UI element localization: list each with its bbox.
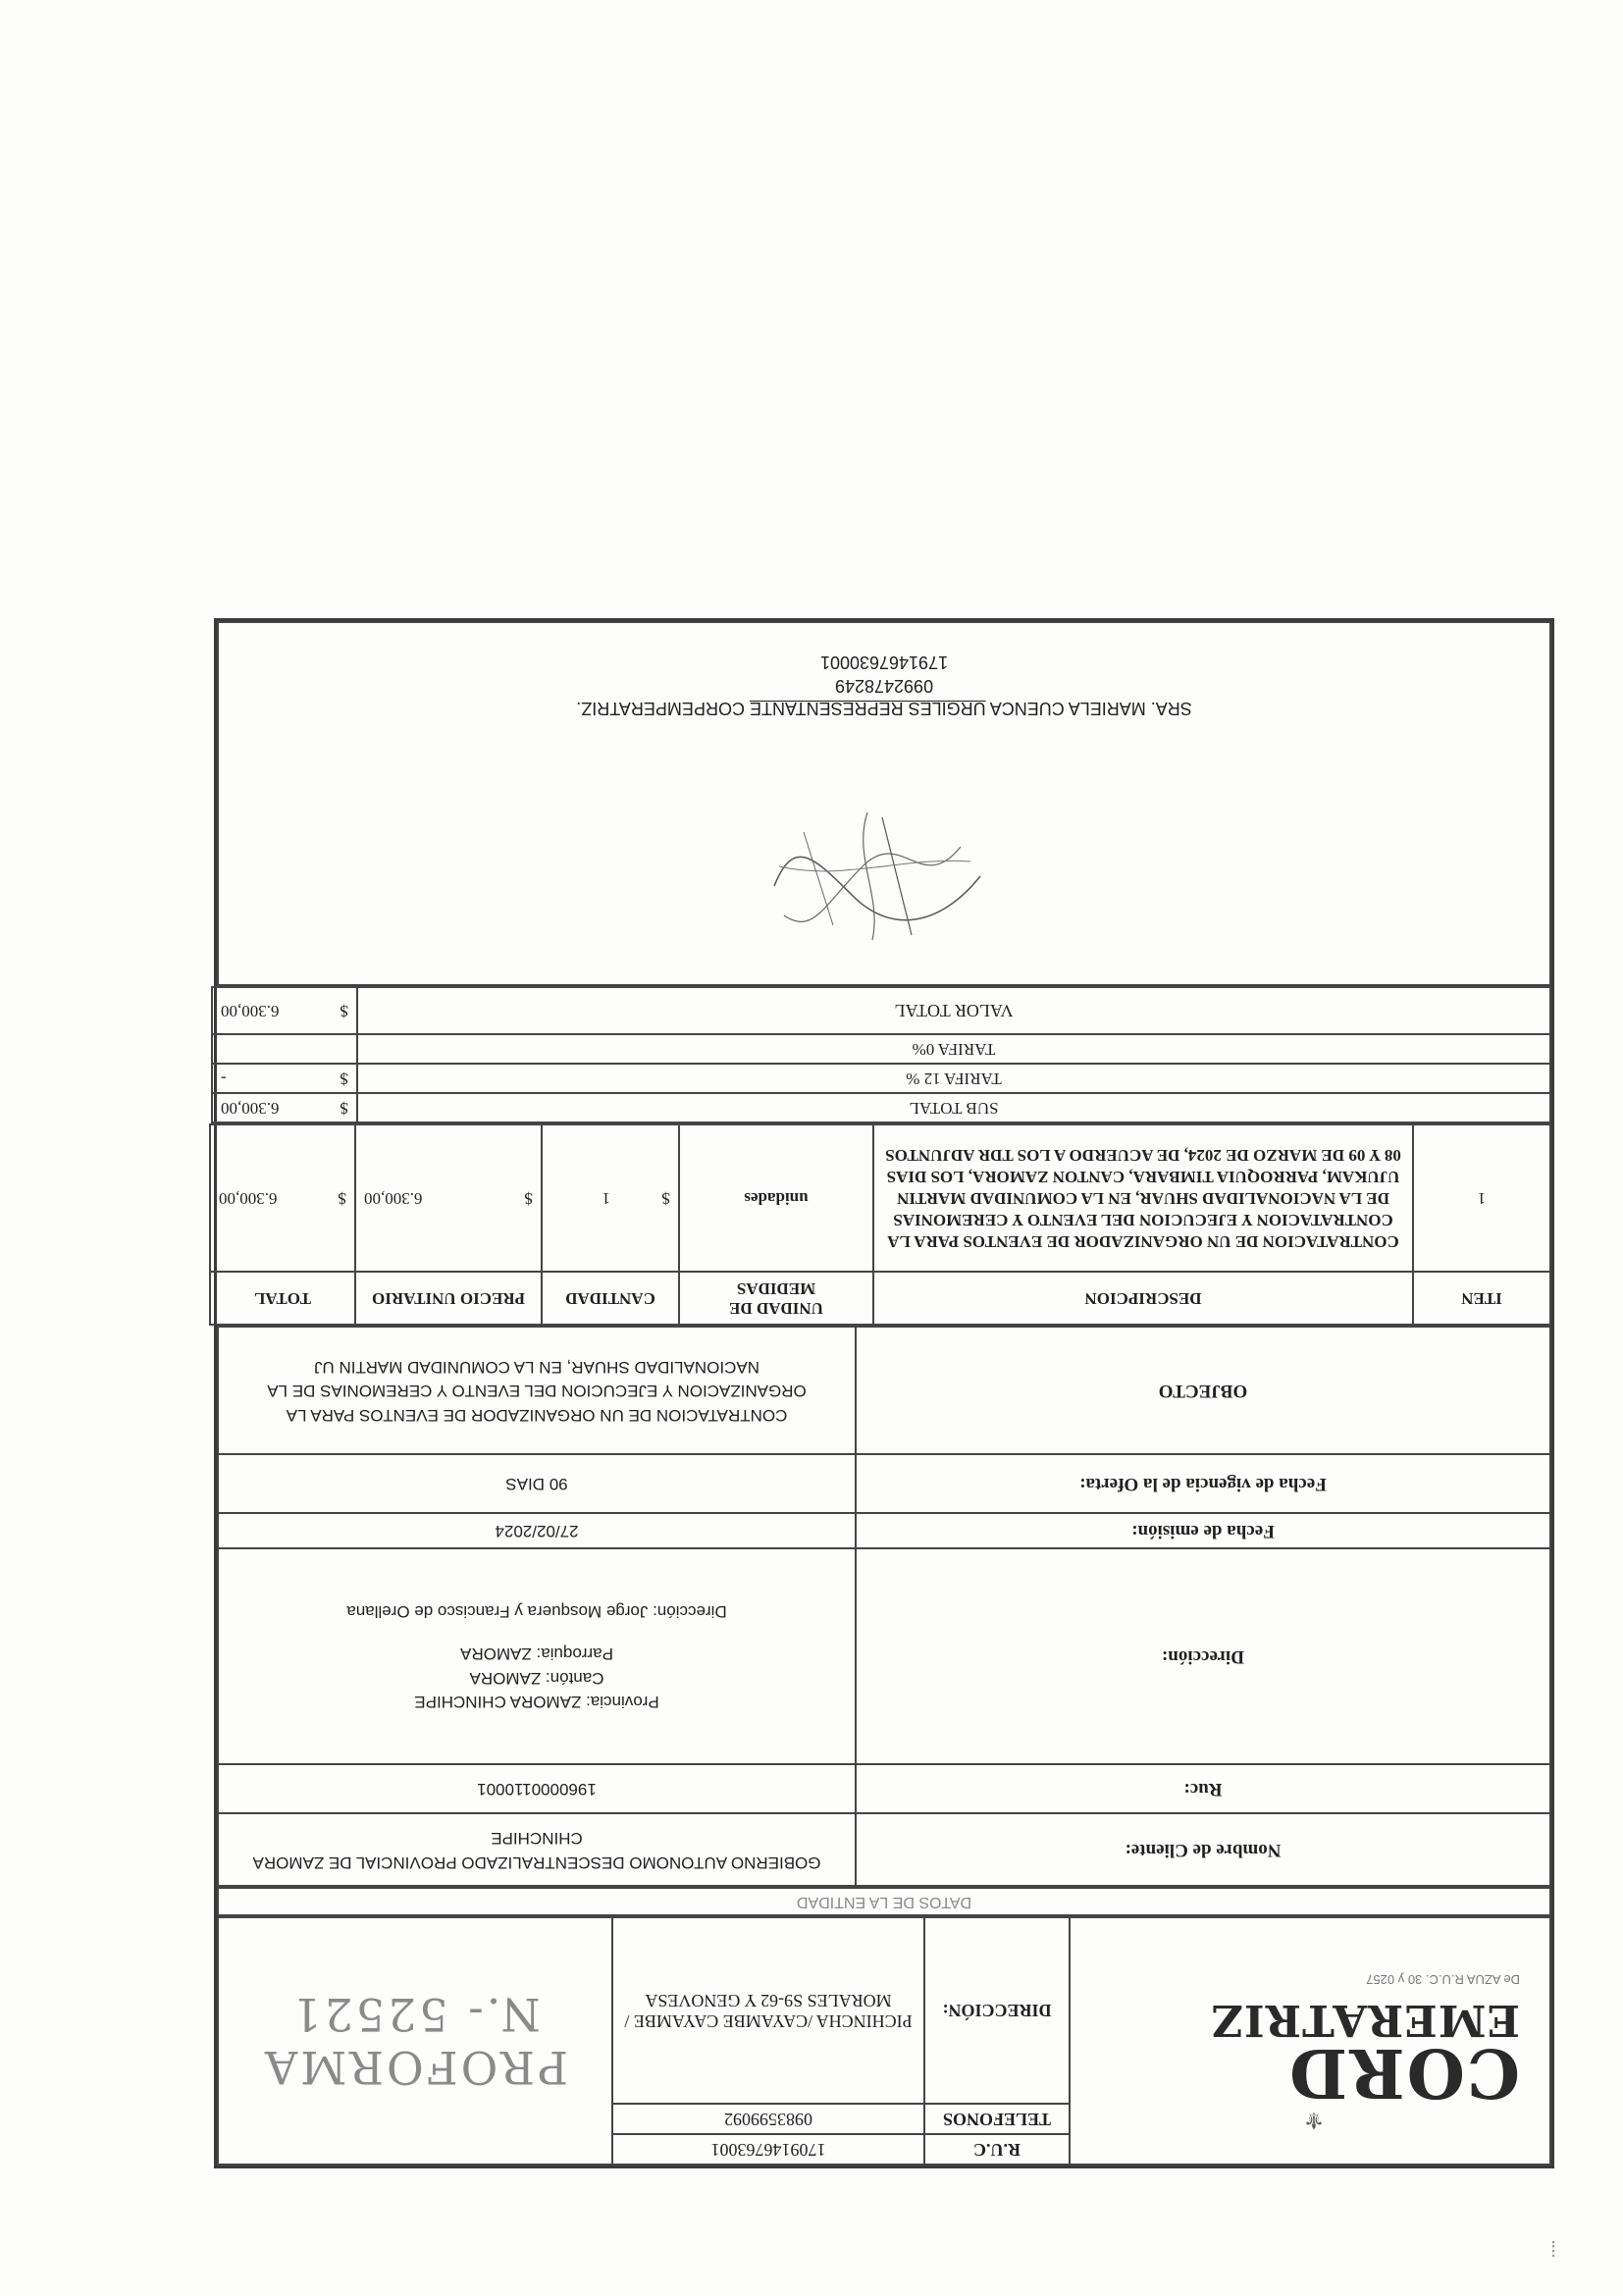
section-band: DATOS DE LA ENTIDAD	[218, 1888, 1550, 1915]
phone-label: TELEFONOS	[924, 2104, 1070, 2134]
tax0-value	[212, 1034, 357, 1064]
logo-small-text: De AZUA R.U.C. 30 y 0257	[1366, 1972, 1520, 1987]
client-table	[217, 1326, 1551, 1887]
item-number: 1	[1413, 1124, 1550, 1272]
item-quantity: 1	[602, 1189, 610, 1208]
item-unit-price-cell	[355, 1124, 542, 1272]
item-unit-price-currency: $	[524, 1189, 533, 1208]
total-currency: $	[340, 1002, 348, 1020]
company-logo	[1108, 1972, 1520, 2134]
col-header-quantity: CANTIDAD	[542, 1272, 679, 1325]
col-header-item: ITEN	[1413, 1272, 1550, 1325]
fleur-de-lis-icon: ⚜	[1303, 2107, 1325, 2132]
client-name-label: Nombre de Cliente:	[856, 1813, 1550, 1886]
table-row	[210, 1124, 1550, 1272]
col-header-description: DESCRIPCION	[873, 1272, 1413, 1325]
address-province: Provincia: ZAMORA CHINCHIPE	[414, 1693, 659, 1712]
issue-date-value: 27/02/2024	[218, 1513, 856, 1548]
tax12-value: -	[221, 1070, 227, 1088]
logo-line2: EMERATRIZ	[1210, 1995, 1520, 2045]
item-unit-price: 6.300,00	[364, 1189, 423, 1208]
proforma-title-cell	[218, 1917, 612, 2165]
items-header-row	[210, 1272, 1550, 1325]
totals-table	[211, 986, 1551, 1123]
item-unit: unidades	[679, 1124, 873, 1272]
issue-date-label: Fecha de emisión:	[856, 1513, 1550, 1548]
validity-value: 90 DIAS	[218, 1454, 856, 1513]
address-parish: Parroquia: ZAMORA	[460, 1644, 613, 1663]
address-canton: Cantón: ZAMORA	[469, 1668, 604, 1688]
tax12-row	[212, 1064, 1550, 1093]
client-name-value: GOBIERNO AUTONOMO DESCENTRALIZADO PROVINCIAL DE ZAMORA CHINCHIPE	[218, 1813, 856, 1886]
logo-cell	[1070, 1917, 1550, 2165]
logo-line1: CORD	[1287, 2033, 1520, 2112]
total-value: 6.300,00	[221, 1002, 280, 1020]
tax12-label: TARIFA 12 %	[357, 1064, 1550, 1093]
item-quantity-currency: $	[661, 1189, 670, 1208]
validity-label: Fecha de vigencia de la Oferta:	[856, 1454, 1550, 1513]
client-ruc-label: Ruc:	[856, 1764, 1550, 1813]
subtotal-label: SUB TOTAL	[357, 1093, 1550, 1122]
col-header-unit: UNIDAD DE MEDIDAS	[679, 1272, 873, 1325]
col-header-unit-price: PRECIO UNITARIO	[355, 1272, 542, 1325]
signatory-ruc: 1791467630001	[819, 652, 949, 673]
address-street: Dirección: Jorge Mosquera y Francisco de Orellana	[346, 1602, 727, 1622]
signature-table	[217, 621, 1551, 986]
tax0-row	[212, 1034, 1550, 1064]
signature-text	[219, 651, 1549, 719]
signature-cell	[218, 622, 1550, 985]
handwritten-signature	[764, 808, 1000, 955]
item-description: CONTRATACION DE UN ORGANIZADOR DE EVENTOS PARA LA CONTRATACION Y EJECUCION DEL EVENTO Y CEREMONIAS DE LA NACIONALIDAD SHUAR, EN LA COMUNIDAD MARTIN UJUKAM, PARROQUIA TIMBARA, CANTON ZAMORA, LOS DIAS 08 Y 09 DE MARZO DE 2024, DE ACUERDO A LOS TDR ADJUNTOS	[873, 1124, 1413, 1272]
address-value: PICHINCHA /CAYAMBE CAYAMBE / MORALES S9-62 Y GENOVESA	[612, 1917, 924, 2104]
section-band-table	[217, 1887, 1551, 1916]
total-label: VALOR TOTAL	[357, 987, 1550, 1034]
items-table	[209, 1123, 1551, 1326]
scan-mark: ⁞	[1550, 2237, 1557, 2262]
item-total-currency: $	[338, 1189, 346, 1208]
subtotal-row	[212, 1093, 1550, 1122]
tax0-label: TARIFA 0%	[357, 1034, 1550, 1064]
signatory-name-line: SRA. MARIELA CUENCA URGILES REPRESENTANTE CORPEMPERATRIZ.	[576, 699, 1192, 719]
address-label: DIRECCIÓN:	[924, 1917, 1070, 2104]
item-total-cell	[210, 1124, 355, 1272]
signatory-underlined: URGILES REPRESENTANTE	[749, 699, 986, 719]
ruc-value: 1709146763001	[612, 2134, 924, 2165]
object-label: OBJECTO	[856, 1327, 1550, 1454]
client-address-value	[218, 1548, 856, 1764]
object-value: CONTRATACION DE UN ORGANIZADOR DE EVENTOS PARA LA ORGANIZACION Y EJECUCION DEL EVENTO Y CEREMONIAS DE LA NACIONALIDAD SHUAR, EN LA COMUNIDAD MARTIN UJ	[218, 1327, 856, 1454]
tax12-currency: $	[340, 1070, 348, 1088]
col-header-total: TOTAL	[210, 1272, 355, 1325]
proforma-document	[214, 618, 1554, 2168]
subtotal-value: 6.300,00	[221, 1099, 280, 1118]
item-total: 6.300,00	[219, 1189, 278, 1208]
ruc-label: R.U.C	[924, 2134, 1070, 2165]
client-address-label: Dirección:	[856, 1548, 1550, 1764]
client-ruc-value: 1960000110001	[218, 1764, 856, 1813]
item-quantity-cell	[542, 1124, 679, 1272]
header-table	[217, 1916, 1551, 2166]
total-row	[212, 987, 1550, 1034]
phone-value: 0983599092	[612, 2104, 924, 2134]
signatory-phone: 0992478249	[834, 675, 934, 696]
subtotal-currency: $	[340, 1099, 348, 1118]
proforma-title: PROFORMA N.- 52521	[262, 1988, 568, 2094]
